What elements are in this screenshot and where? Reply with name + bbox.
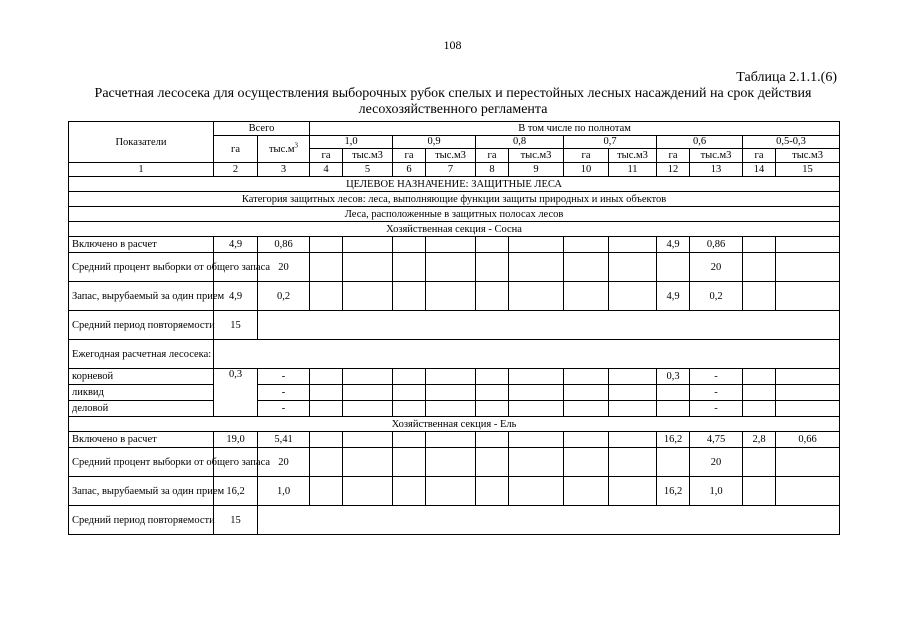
value-cell: - (690, 385, 743, 401)
value-cell (343, 253, 393, 282)
value-cell (776, 369, 840, 385)
column-number: 3 (258, 163, 310, 177)
value-cell: 16,2 (657, 432, 690, 448)
value-cell: 0,3 (657, 369, 690, 385)
table-label: Таблица 2.1.1.(6) (736, 70, 837, 85)
value-cell (343, 385, 393, 401)
column-number: 10 (564, 163, 609, 177)
value-cell (609, 237, 657, 253)
row-label: Средний период повторяемости (69, 506, 214, 535)
value-cell: 1,0 (690, 477, 743, 506)
table-caption: Расчетная лесосека для осуществления выборочных рубок спелых и перестойных лесных насаждений на срок действия лесохозяйственного регламента (94, 86, 812, 117)
value-cell: - (258, 369, 310, 385)
value-cell (476, 253, 509, 282)
column-number: 11 (609, 163, 657, 177)
value-cell (776, 253, 840, 282)
section-forests: Леса, расположенные в защитных полосах лесов (69, 207, 840, 222)
value-cell (509, 448, 564, 477)
value-cell (609, 253, 657, 282)
value-cell (743, 237, 776, 253)
row-label: Запас, вырубаемый за один прием (69, 477, 214, 506)
value-cell (426, 369, 476, 385)
value-cell (258, 506, 840, 535)
value-cell (743, 477, 776, 506)
value-cell: 5,41 (258, 432, 310, 448)
column-number: 2 (214, 163, 258, 177)
value-cell: - (690, 369, 743, 385)
value-cell (310, 401, 343, 417)
column-number: 7 (426, 163, 476, 177)
value-cell (776, 477, 840, 506)
value-cell (476, 401, 509, 417)
value-cell (509, 253, 564, 282)
value-cell (393, 282, 426, 311)
value-cell: 20 (258, 448, 310, 477)
value-cell (310, 253, 343, 282)
value-cell: 20 (690, 448, 743, 477)
column-number: 14 (743, 163, 776, 177)
value-cell (393, 385, 426, 401)
column-number: 8 (476, 163, 509, 177)
value-cell (564, 432, 609, 448)
value-cell: 0,3 (214, 369, 258, 417)
row-label: Включено в расчет (69, 237, 214, 253)
header-by-density: В том числе по полнотам (310, 122, 840, 136)
value-cell (743, 369, 776, 385)
value-cell (258, 311, 840, 340)
value-cell: 2,8 (743, 432, 776, 448)
value-cell (776, 282, 840, 311)
row-label: деловой (69, 401, 214, 417)
section-pine: Хозяйственная секция - Сосна (69, 222, 840, 237)
value-cell: 4,9 (214, 282, 258, 311)
value-cell (657, 253, 690, 282)
value-cell (426, 385, 476, 401)
page-number: 108 (443, 38, 462, 52)
value-cell (609, 369, 657, 385)
value-cell (310, 477, 343, 506)
value-cell (310, 448, 343, 477)
column-number: 4 (310, 163, 343, 177)
value-cell (310, 237, 343, 253)
header-density-6: 0,5-0,3 (743, 136, 840, 149)
cutting-area-table (68, 121, 840, 535)
value-cell (509, 237, 564, 253)
value-cell (564, 237, 609, 253)
row-label: Средний процент выборки от общего запаса (69, 448, 214, 477)
value-cell (657, 385, 690, 401)
value-cell: 4,9 (657, 237, 690, 253)
value-cell (343, 401, 393, 417)
value-cell: 20 (690, 253, 743, 282)
value-cell (393, 432, 426, 448)
value-cell: 0,2 (258, 282, 310, 311)
value-cell (509, 385, 564, 401)
header-density-1: 1,0 (310, 136, 393, 149)
value-cell (476, 385, 509, 401)
value-cell (393, 237, 426, 253)
subheader-ha: га (743, 149, 776, 163)
value-cell: 0,66 (776, 432, 840, 448)
value-cell: - (258, 401, 310, 417)
header-total: Всего (214, 122, 310, 136)
value-cell (743, 282, 776, 311)
column-number: 6 (393, 163, 426, 177)
value-cell (393, 401, 426, 417)
value-cell: 16,2 (657, 477, 690, 506)
value-cell (476, 448, 509, 477)
value-cell: 4,9 (214, 237, 258, 253)
subheader-m3: тыс.м3 (776, 149, 840, 163)
value-cell: 0,86 (690, 237, 743, 253)
value-cell (509, 401, 564, 417)
value-cell (310, 369, 343, 385)
value-cell (609, 477, 657, 506)
subheader-ha: га (393, 149, 426, 163)
value-cell (476, 369, 509, 385)
value-cell (343, 432, 393, 448)
value-cell (509, 282, 564, 311)
value-cell (509, 477, 564, 506)
value-cell (310, 385, 343, 401)
subheader-m3: тыс.м3 (509, 149, 564, 163)
subheader-ha: га (657, 149, 690, 163)
column-number: 1 (69, 163, 214, 177)
subheader-m3: тыс.м3 (609, 149, 657, 163)
value-cell (343, 448, 393, 477)
row-label: Средний процент выборки от общего запаса (69, 253, 214, 282)
value-cell (564, 448, 609, 477)
value-cell (310, 282, 343, 311)
value-cell: 15 (214, 506, 258, 535)
value-cell (343, 369, 393, 385)
subheader-m3: тыс.м3 (343, 149, 393, 163)
column-number: 15 (776, 163, 840, 177)
value-cell (609, 448, 657, 477)
header-density-5: 0,6 (657, 136, 743, 149)
value-cell (426, 432, 476, 448)
header-total-m3: $тыс.м^3$ (258, 136, 310, 163)
column-number: 5 (343, 163, 393, 177)
value-cell (343, 282, 393, 311)
value-cell (393, 477, 426, 506)
value-cell (343, 237, 393, 253)
value-cell (609, 385, 657, 401)
value-cell: 16,2 (214, 477, 258, 506)
header-indicators: Показатели (69, 122, 214, 163)
subheader-m3: тыс.м3 (426, 149, 476, 163)
value-cell (564, 369, 609, 385)
row-label: Запас, вырубаемый за один прием (69, 282, 214, 311)
column-number: 13 (690, 163, 743, 177)
value-cell (564, 401, 609, 417)
value-cell (776, 401, 840, 417)
value-cell (426, 448, 476, 477)
value-cell (564, 282, 609, 311)
value-cell: 0,86 (258, 237, 310, 253)
value-cell: 20 (258, 253, 310, 282)
value-cell (476, 282, 509, 311)
value-cell: 4,75 (690, 432, 743, 448)
value-cell (743, 385, 776, 401)
row-label: Ежегодная расчетная лесосека: (69, 340, 214, 369)
value-cell (393, 253, 426, 282)
value-cell (426, 282, 476, 311)
value-cell (776, 448, 840, 477)
value-cell (609, 432, 657, 448)
value-cell (743, 401, 776, 417)
value-cell (564, 477, 609, 506)
value-cell (426, 477, 476, 506)
column-number: 12 (657, 163, 690, 177)
subheader-m3: тыс.м3 (690, 149, 743, 163)
value-cell: - (690, 401, 743, 417)
value-cell: 15 (214, 311, 258, 340)
subheader-ha: га (476, 149, 509, 163)
value-cell (743, 253, 776, 282)
value-cell (393, 448, 426, 477)
value-cell (609, 282, 657, 311)
section-purpose: ЦЕЛЕВОЕ НАЗНАЧЕНИЕ: ЗАЩИТНЫЕ ЛЕСА (69, 177, 840, 192)
value-cell (426, 253, 476, 282)
value-cell (476, 237, 509, 253)
value-cell (776, 237, 840, 253)
header-density-3: 0,8 (476, 136, 564, 149)
section-spruce: Хозяйственная секция - Ель (69, 417, 840, 432)
subheader-ha: га (564, 149, 609, 163)
header-density-2: 0,9 (393, 136, 476, 149)
header-density-4: 0,7 (564, 136, 657, 149)
row-label: корневой (69, 369, 214, 385)
value-cell (564, 385, 609, 401)
value-cell: 0,2 (690, 282, 743, 311)
value-cell (609, 401, 657, 417)
row-label: Включено в расчет (69, 432, 214, 448)
row-label: ликвид (69, 385, 214, 401)
value-cell (214, 340, 840, 369)
section-category: Категория защитных лесов: леса, выполняющие функции защиты природных и иных объектов (69, 192, 840, 207)
value-cell (509, 432, 564, 448)
value-cell (657, 401, 690, 417)
value-cell: 19,0 (214, 432, 258, 448)
value-cell (476, 477, 509, 506)
value-cell (743, 448, 776, 477)
value-cell: 1,0 (258, 477, 310, 506)
header-total-ha: га (214, 136, 258, 163)
value-cell: 4,9 (657, 282, 690, 311)
value-cell: - (258, 385, 310, 401)
column-number: 9 (509, 163, 564, 177)
value-cell (426, 237, 476, 253)
value-cell (476, 432, 509, 448)
value-cell (426, 401, 476, 417)
value-cell (393, 369, 426, 385)
value-cell (310, 432, 343, 448)
subheader-ha: га (310, 149, 343, 163)
value-cell (564, 253, 609, 282)
row-label: Средний период повторяемости (69, 311, 214, 340)
value-cell (343, 477, 393, 506)
value-cell (776, 385, 840, 401)
value-cell (509, 369, 564, 385)
value-cell (657, 448, 690, 477)
